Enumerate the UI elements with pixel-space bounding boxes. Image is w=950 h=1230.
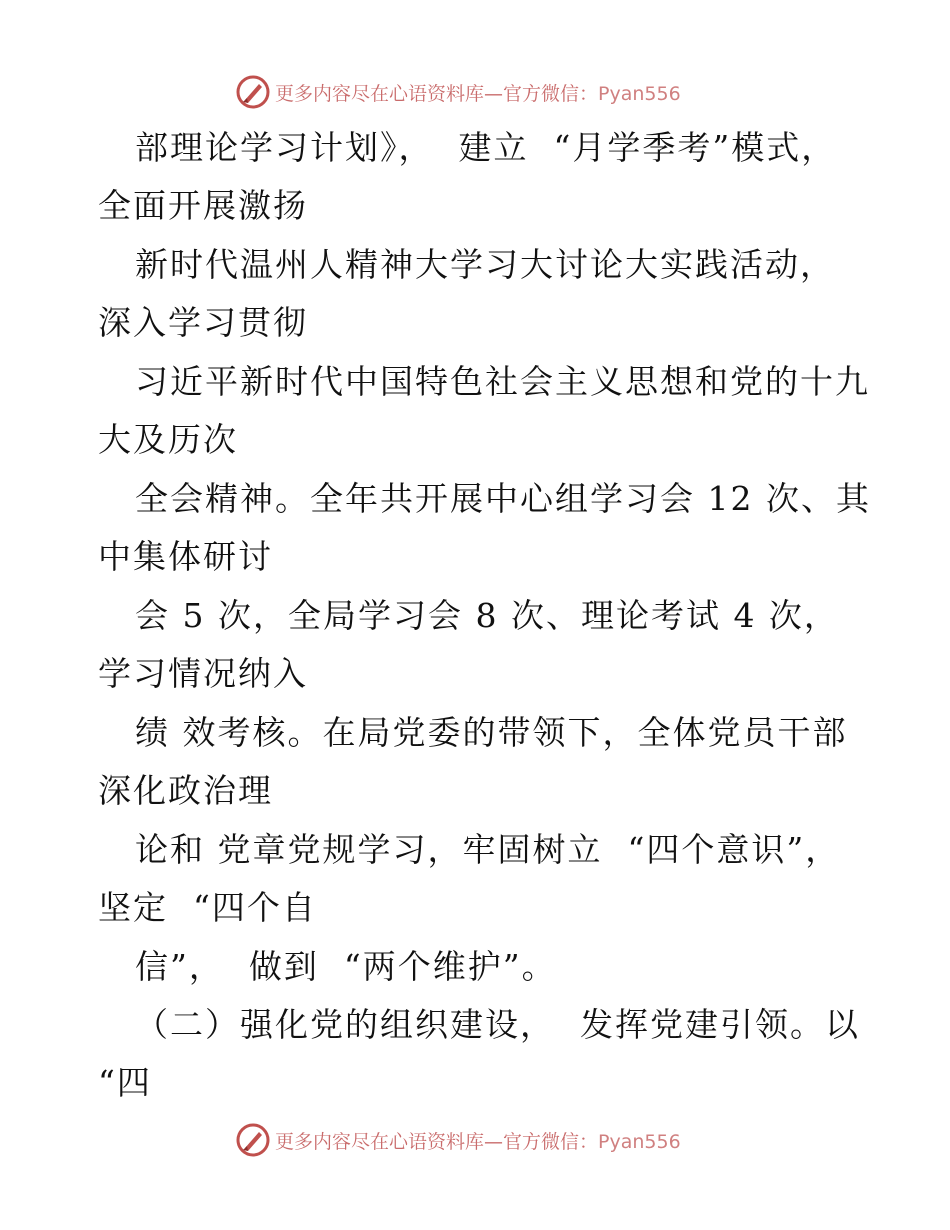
- footer-watermark: [235, 1120, 715, 1160]
- watermark-text: 更多内容尽在心语资料库—官方微信：Pyan556: [275, 1130, 681, 1153]
- text-line-5: 习近平新时代中国特色社会主义思想和党的十九: [135, 362, 870, 401]
- text-line-12: 深化政治理: [98, 771, 273, 810]
- text-line-1: 部理论学习计划》， 建立 “月学季考”模式，: [135, 128, 837, 167]
- text-line-9: 会 5 次，全局学习会 8 次、理论考试 4 次，: [135, 596, 839, 635]
- text-line-17: “四: [98, 1063, 152, 1102]
- text-line-3: 新时代温州人精神大学习大讨论大实践活动，: [135, 245, 835, 284]
- text-line-7: 全会精神。全年共开展中心组学习会 12 次、其: [135, 479, 871, 518]
- text-line-11: 绩 效考核。在局党委的带领下，全体党员干部: [135, 713, 848, 752]
- text-line-10: 学习情况纳入: [98, 654, 308, 693]
- watermark-text: 更多内容尽在心语资料库—官方微信：Pyan556: [275, 82, 681, 105]
- text-line-8: 中集体研讨: [98, 537, 273, 576]
- section-heading-line: （二）强化党的组织建设， 发挥党建引领。以: [135, 1005, 860, 1044]
- text-line-6: 大及历次: [98, 420, 238, 459]
- text-line-2: 全面开展激扬: [98, 186, 308, 225]
- text-line-15: 信”， 做到 “两个维护”。: [135, 947, 557, 986]
- text-line-14: 坚定 “四个自: [98, 888, 317, 927]
- pen-nib-logo-icon: [235, 74, 271, 110]
- header-watermark: [235, 72, 715, 112]
- text-line-13: 论和 党章党规学习，牢固树立 “四个意识”，: [135, 830, 841, 869]
- pen-nib-logo-icon: [235, 1122, 271, 1158]
- text-line-4: 深入学习贯彻: [98, 303, 308, 342]
